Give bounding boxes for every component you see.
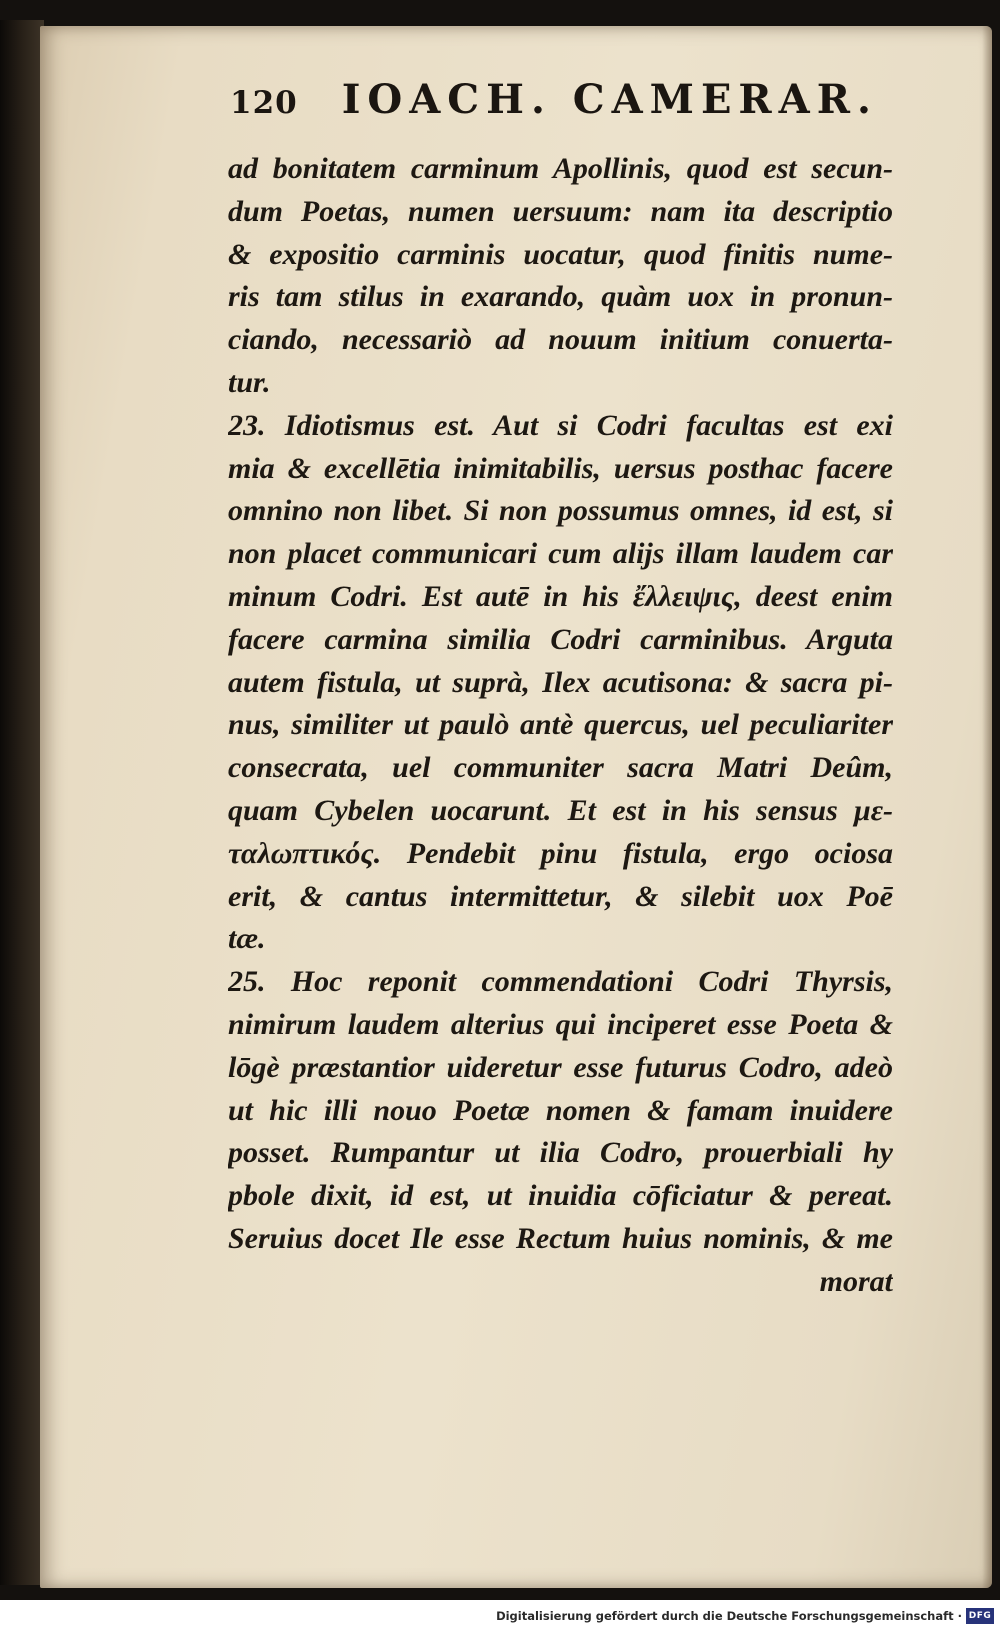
text-line: ad bonitatem carminum Apollinis, quod est secun- [228, 152, 893, 185]
text-line: dum Poetas, numen uersuum: nam ita descriptio [228, 194, 893, 228]
text-line: 25. Hoc reponit commendationi Codri Thyrsis, [228, 965, 893, 999]
text-line: tæ. [228, 922, 266, 956]
text-line: quam Cybelen uocarunt. Et est in his sensus με- [228, 793, 893, 827]
text-line: pbole dixit, id est, ut inuidia cōficiatur & pereat. [228, 1179, 893, 1213]
text-line: non placet communicari cum alijs illam laudem car [228, 537, 893, 571]
text-line: autem fistula, ut suprà, Ilex acutisona: & sacra pi- [228, 665, 893, 699]
text-line: omnino non libet. Si non possumus omnes, id est, si [228, 494, 893, 528]
text-line: 23. Idiotismus est. Aut si Codri facultas est exi [228, 408, 893, 442]
text-line: minum Codri. Est autē in his ἔλλειψις, deest enim [228, 579, 893, 613]
text-line: ut hic illi nouo Poetæ nomen & famam inuidere [228, 1093, 893, 1127]
text-line: tur. [228, 365, 271, 399]
page-header [230, 76, 878, 136]
dfg-logo: DFG [966, 1608, 994, 1624]
text-line: mia & excellētia inimitabilis, uersus posthac facere [228, 451, 893, 485]
digitization-footer [0, 1600, 1000, 1634]
text-line: ciando, necessariò ad nouum initium conuerta- [228, 323, 893, 357]
text-line: ris tam stilus in exarando, quàm uox in pronun- [228, 280, 893, 314]
text-line: erit, & cantus intermittetur, & silebit uox Poē [228, 879, 893, 913]
text-line: Seruius docet Ile esse Rectum huius nominis, & me [228, 1221, 893, 1255]
catchword: morat [819, 1264, 893, 1298]
text-line: facere carmina similia Codri carminibus. Arguta [228, 622, 893, 656]
text-line: ταλωπτικός. Pendebit pinu fistula, ergo ociosa [228, 836, 893, 870]
text-line: & expositio carminis uocatur, quod finitis nume- [228, 237, 893, 271]
page-edge-shadow [982, 26, 992, 1588]
text-line: posset. Rumpantur ut ilia Codro, prouerbiali hy [228, 1136, 893, 1170]
page-number: 120 [230, 85, 298, 121]
running-title: IOACH. CAMERAR. [341, 76, 878, 123]
commentary-text [228, 148, 893, 1304]
text-line: consecrata, uel communiter sacra Matri Deûm, [228, 751, 893, 785]
book-spine [0, 20, 44, 1585]
text-line: nimirum laudem alterius qui inciperet esse Poeta & [228, 1007, 893, 1041]
text-line: lōgè præstantior uideretur esse futurus Codro, adeò [228, 1050, 893, 1084]
funding-credit: Digitalisierung gefördert durch die Deutsche Forschungsgemeinschaft · [496, 1609, 962, 1623]
text-line: nus, similiter ut paulò antè quercus, uel peculiariter [228, 708, 893, 742]
